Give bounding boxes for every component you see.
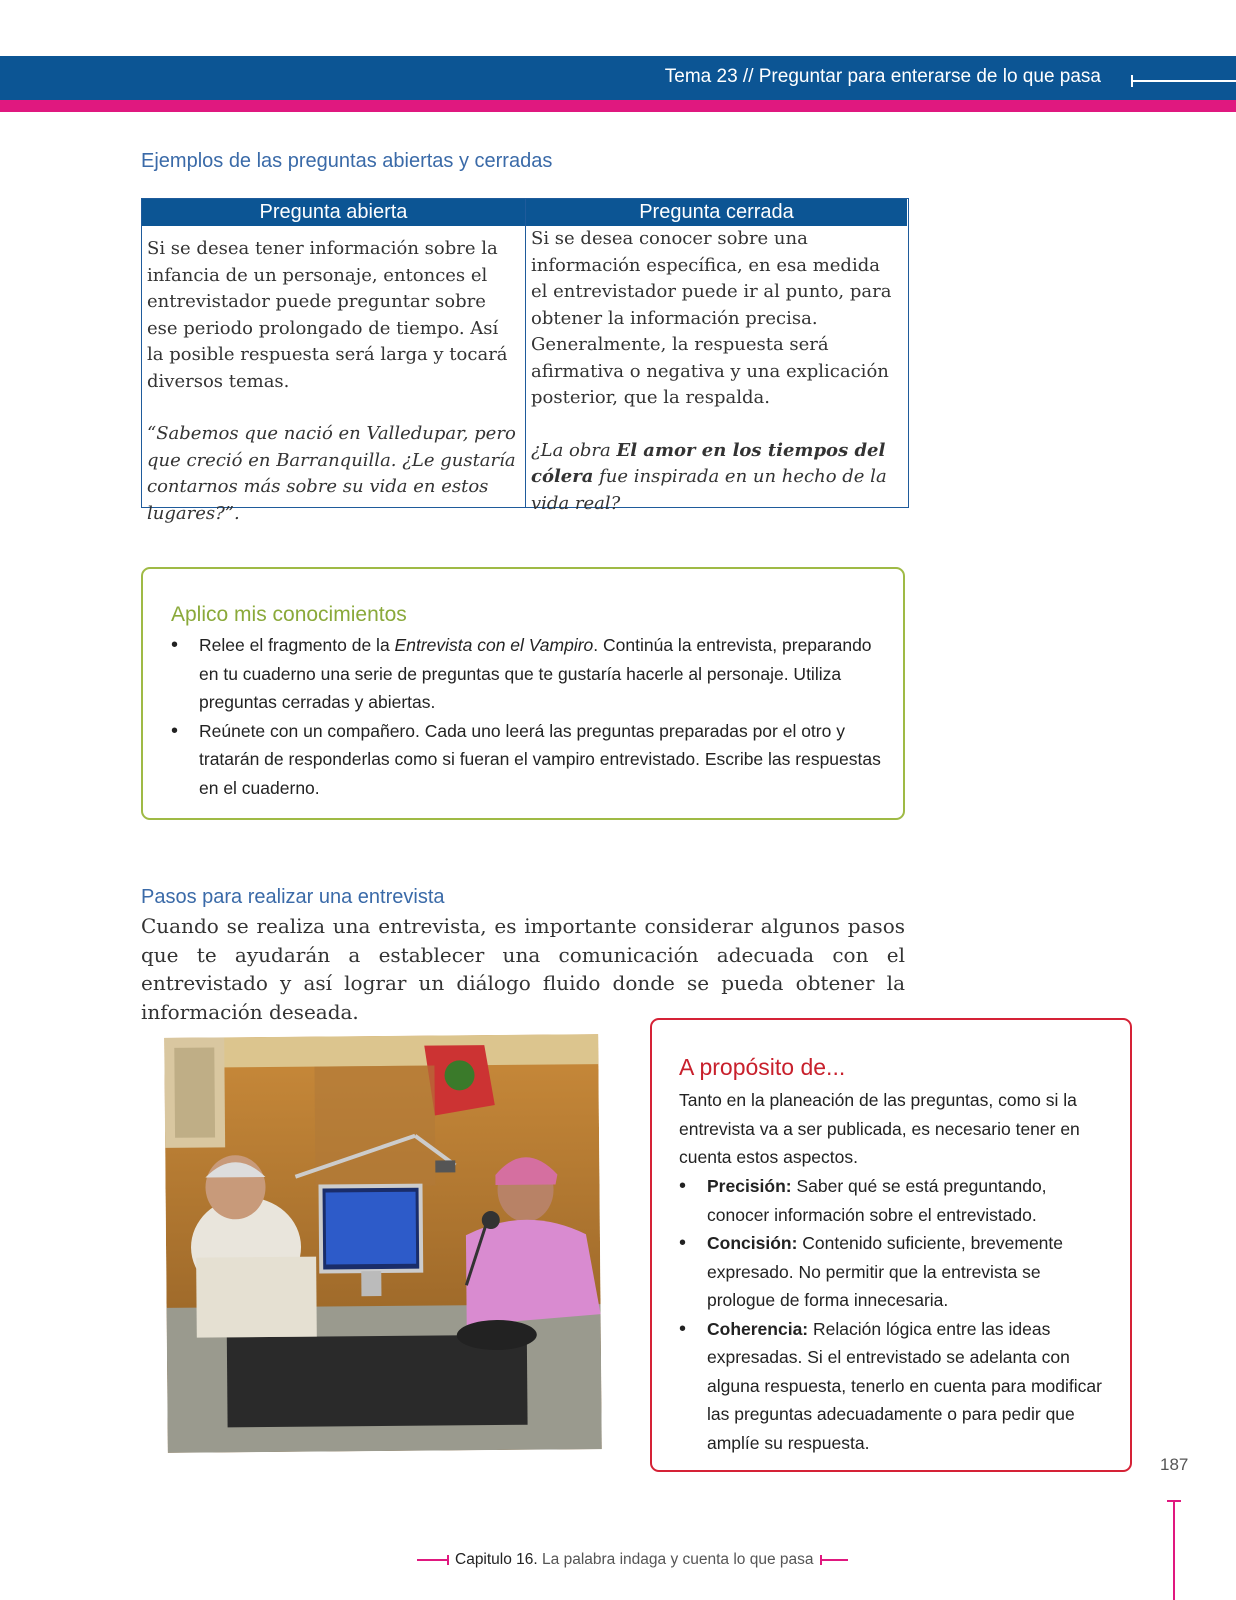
- open-question-column: [142, 199, 526, 524]
- header-rule-tick: [1131, 75, 1133, 87]
- closed-question-column: [526, 199, 907, 514]
- aplico-title: Aplico mis conocimientos: [171, 603, 407, 626]
- aplico-item-1: [171, 631, 883, 717]
- aplico-box: [141, 567, 905, 820]
- aspect-item-coherencia: [679, 1315, 1109, 1458]
- closed-example-book-title: El amor en los tiempos del cólera: [531, 439, 886, 487]
- aspect-text: Contenido suficiente, brevemente expresado. No permitir que la entrevista se prologue de forma innecesaria.: [707, 1233, 1063, 1310]
- open-question-heading: Pregunta abierta: [142, 199, 525, 226]
- closed-question-heading: Pregunta cerrada: [526, 199, 907, 226]
- radio-interview-illustration: [164, 1034, 602, 1453]
- questions-table: [141, 198, 909, 524]
- open-question-body: [142, 226, 525, 527]
- footer: [417, 1551, 848, 1573]
- aspect-item-precision: [679, 1172, 1109, 1229]
- closed-question-example: [531, 438, 902, 518]
- page-number: 187: [1160, 1455, 1189, 1474]
- header-title: Tema 23 // Preguntar para enterarse de lo que pasa: [664, 66, 1101, 87]
- a-proposito-list: [679, 1172, 1109, 1457]
- aspect-item-concision: [679, 1229, 1109, 1315]
- aplico-item-2-text: Reúnete con un compañero. Cada uno leerá las preguntas preparadas por el otro y tratarán de responderlas como si fueran el vampiro entrevistado. Escribe las respuestas en el cuaderno.: [199, 720, 881, 798]
- a-proposito-title: A propósito de...: [679, 1054, 846, 1080]
- aplico-item-1-title: Entrevista con el Vampiro: [394, 635, 594, 655]
- footer-rule-left: [417, 1559, 447, 1561]
- steps-title: Pasos para realizar una entrevista: [141, 886, 445, 908]
- header-rule: [1131, 80, 1236, 82]
- footer-rule-right: [822, 1559, 848, 1561]
- aplico-item-2: [171, 717, 883, 803]
- aspect-term: Concisión:: [707, 1233, 798, 1253]
- aspect-term: Coherencia:: [707, 1318, 809, 1339]
- open-question-example: “Sabemos que nació en Valledupar, pero que creció en Barranquilla. ¿Le gustaría contarnos más sobre su vida en estos lugares?”.: [147, 423, 516, 524]
- aplico-item-1-post: . Continúa la entrevista, preparando en tu cuaderno una serie de preguntas que te gustaría hacerle al personaje. Utiliza preguntas cerradas y abiertas.: [199, 635, 872, 712]
- aspect-text: Relación lógica entre las ideas expresadas. Si el entrevistado se adelanta con alguna respuesta, tenerlo en cuenta para modificar las preguntas adecuadamente o para pedir que amplíe su respuesta.: [707, 1318, 1102, 1453]
- header-accent-stripe: [0, 100, 1236, 112]
- footer-tick-left: [447, 1555, 449, 1565]
- open-question-text: Si se desea tener información sobre la infancia de un personaje, entonces el entrevistador puede preguntar sobre ese periodo prolongado de tiempo. Así la posible respuesta será larga y tocará diversos temas.: [147, 238, 508, 392]
- aplico-item-1-pre: Relee el fragmento de la: [199, 635, 395, 655]
- closed-question-text: Si se desea conocer sobre una información específica, en esa medida el entrevistador puede ir al punto, para obtener la información precisa. Generalmente, la respuesta será afirmativa o negativa y una explicación posterior, que la respalda.: [531, 228, 892, 408]
- closed-example-pre: ¿La obra: [531, 439, 617, 461]
- closed-example-post: fue inspirada en un hecho de la vida real?: [531, 466, 887, 514]
- a-proposito-box: [650, 1018, 1132, 1472]
- footer-chapter: Capitulo 16.: [455, 1551, 538, 1568]
- examples-title: Ejemplos de las preguntas abiertas y cerradas: [141, 150, 553, 172]
- aspect-text: Saber qué se está preguntando, conocer información sobre el entrevistado.: [707, 1176, 1047, 1225]
- steps-body: Cuando se realiza una entrevista, es importante considerar algunos pasos que te ayudarán a establecer una comunicación adecuada con el entrevistado y así lograr un diálogo fluido donde se pueda obtener la información deseada.: [141, 914, 905, 1024]
- footer-chapter-title: La palabra indaga y cuenta lo que pasa: [537, 1551, 814, 1568]
- aplico-list: [171, 631, 883, 802]
- closed-question-body: [526, 226, 907, 517]
- a-proposito-intro: Tanto en la planeación de las preguntas, como si la entrevista va a ser publicada, es necesario tener en cuenta estos aspectos.: [679, 1090, 1080, 1167]
- margin-rule: [1173, 1500, 1175, 1600]
- aspect-term: Precisión:: [707, 1176, 792, 1196]
- radio-interview-photo: [164, 1034, 602, 1453]
